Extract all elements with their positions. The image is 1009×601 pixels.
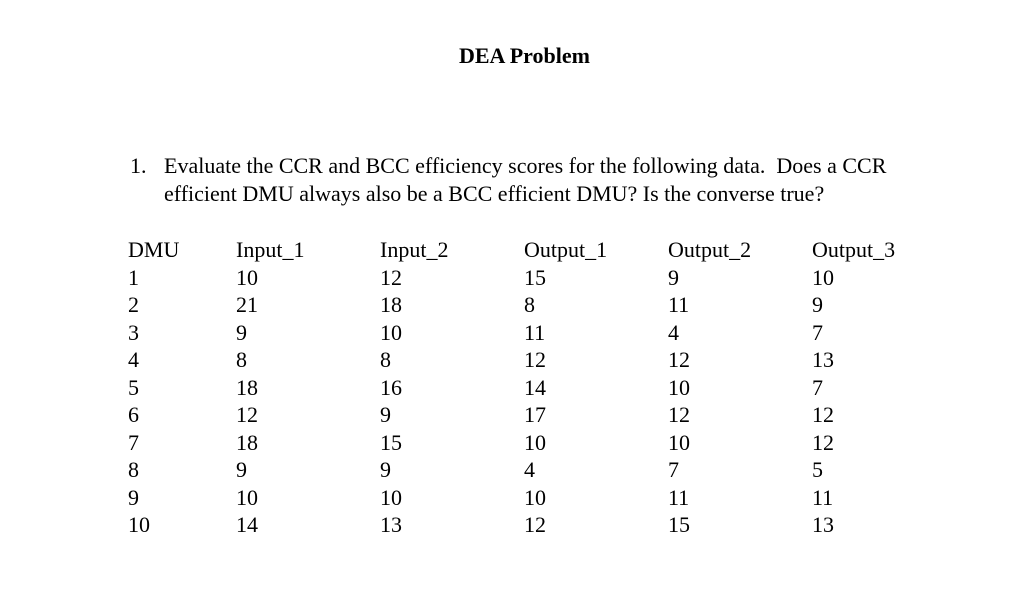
table-row — [128, 374, 922, 402]
cell-dmu: 6 — [128, 402, 139, 427]
table-row — [128, 429, 922, 457]
cell-dmu: 5 — [128, 374, 139, 400]
cell-input-2: 15 — [380, 429, 402, 455]
cell-output-2: 12 — [668, 402, 690, 427]
cell-output-3: 10 — [812, 264, 834, 290]
cell-dmu: 4 — [128, 347, 139, 372]
question-block — [130, 152, 990, 208]
cell-output-3: 11 — [812, 484, 834, 510]
page-title: DEA Problem — [459, 43, 590, 68]
cell-input-2: 18 — [380, 292, 402, 317]
cell-input-2: 16 — [380, 374, 402, 400]
cell-output-3: 12 — [812, 402, 834, 427]
cell-input-1: 8 — [236, 347, 247, 372]
cell-output-3: 7 — [812, 374, 823, 400]
table-row — [128, 401, 922, 429]
table-row — [128, 319, 922, 347]
cell-input-1: 14 — [236, 512, 258, 537]
cell-output-1: 14 — [524, 374, 546, 400]
cell-input-2: 9 — [380, 457, 391, 482]
column-header-output-1: Output_1 — [524, 237, 608, 262]
cell-input-1: 18 — [236, 429, 258, 455]
cell-output-1: 12 — [524, 347, 546, 372]
table-row — [128, 511, 922, 539]
question-line-1: Evaluate the CCR and BCC efficiency scores for the following data. Does a CCR — [164, 153, 887, 178]
cell-output-2: 15 — [668, 512, 690, 537]
cell-input-1: 18 — [236, 374, 258, 400]
cell-output-2: 12 — [668, 347, 690, 372]
dea-data-table — [128, 236, 922, 539]
cell-output-3: 9 — [812, 292, 823, 317]
table-row — [128, 346, 922, 374]
cell-input-1: 9 — [236, 457, 247, 482]
cell-input-2: 9 — [380, 402, 391, 427]
cell-input-1: 21 — [236, 292, 258, 317]
cell-input-1: 12 — [236, 402, 258, 427]
cell-input-2: 8 — [380, 347, 391, 372]
cell-output-3: 13 — [812, 512, 834, 537]
cell-output-1: 15 — [524, 264, 546, 290]
cell-input-1: 9 — [236, 319, 247, 345]
column-header-input-2: Input_2 — [380, 237, 449, 262]
cell-dmu: 7 — [128, 429, 139, 455]
cell-output-1: 12 — [524, 512, 546, 537]
cell-dmu: 10 — [128, 512, 150, 537]
cell-dmu: 1 — [128, 264, 139, 290]
table-row — [128, 484, 922, 512]
cell-input-1: 10 — [236, 484, 258, 510]
cell-dmu: 8 — [128, 457, 139, 482]
column-header-input-1: Input_1 — [236, 237, 305, 262]
cell-output-1: 10 — [524, 429, 546, 455]
cell-input-2: 10 — [380, 319, 402, 345]
cell-input-1: 10 — [236, 264, 258, 290]
cell-output-2: 4 — [668, 319, 679, 345]
table-header-row — [128, 236, 922, 264]
cell-input-2: 12 — [380, 264, 402, 290]
column-header-output-2: Output_2 — [668, 237, 752, 262]
question-line-2: efficient DMU always also be a BCC efficient DMU? Is the converse true? — [164, 181, 825, 206]
cell-dmu: 3 — [128, 319, 139, 345]
question-text — [164, 152, 990, 208]
column-header-output-3: Output_3 — [812, 237, 896, 262]
cell-output-3: 7 — [812, 319, 823, 345]
cell-dmu: 9 — [128, 484, 139, 510]
question-number: 1. — [130, 153, 147, 178]
cell-output-2: 9 — [668, 264, 679, 290]
cell-output-1: 8 — [524, 292, 535, 317]
cell-input-2: 13 — [380, 512, 402, 537]
cell-dmu: 2 — [128, 292, 139, 317]
cell-output-3: 12 — [812, 429, 834, 455]
cell-output-2: 10 — [668, 374, 690, 400]
cell-output-2: 10 — [668, 429, 690, 455]
column-header-dmu: DMU — [128, 237, 180, 262]
cell-output-2: 11 — [668, 292, 690, 317]
cell-output-3: 13 — [812, 347, 834, 372]
cell-output-2: 7 — [668, 457, 679, 482]
cell-output-1: 17 — [524, 402, 546, 427]
cell-output-3: 5 — [812, 457, 823, 482]
cell-output-1: 10 — [524, 484, 546, 510]
table-row — [128, 291, 922, 319]
cell-input-2: 10 — [380, 484, 402, 510]
cell-output-2: 11 — [668, 484, 690, 510]
table-row — [128, 456, 922, 484]
table-row — [128, 264, 922, 292]
cell-output-1: 11 — [524, 319, 546, 345]
cell-output-1: 4 — [524, 457, 535, 482]
